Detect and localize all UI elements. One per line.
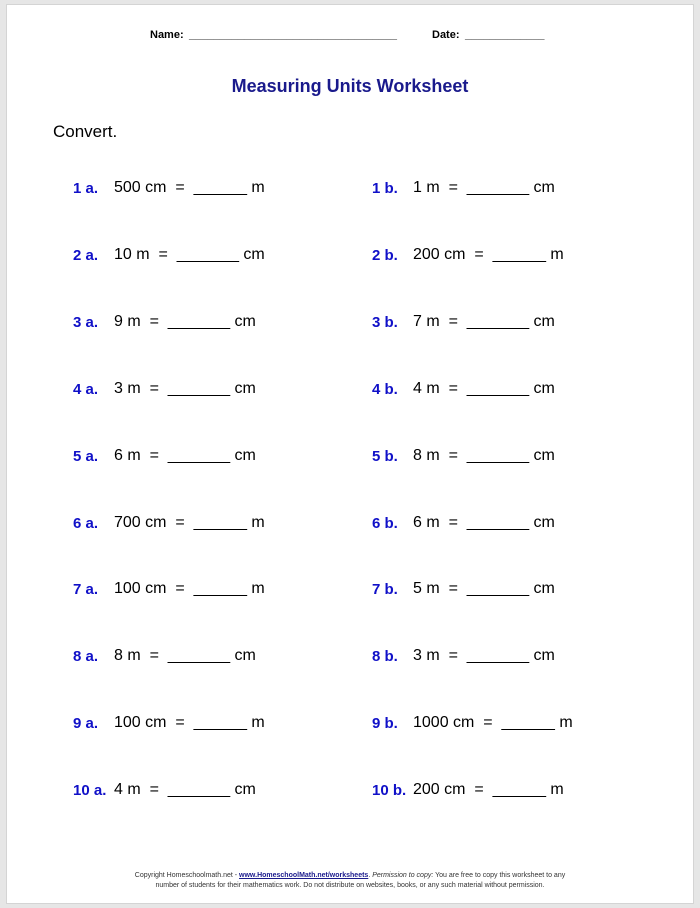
problem-question: 100 cm = ______ m bbox=[114, 714, 265, 731]
problem-number: 8 b. bbox=[372, 648, 398, 665]
footer-permission-text: You are free to copy this worksheet to any bbox=[433, 872, 566, 879]
footer bbox=[0, 871, 700, 891]
footer-link[interactable]: www.HomeschoolMath.net/worksheets bbox=[239, 872, 369, 879]
problem-question: 500 cm = ______ m bbox=[114, 179, 265, 196]
problem-number: 3 b. bbox=[372, 314, 398, 331]
problem-number: 5 b. bbox=[372, 448, 398, 465]
problem-question: 6 m = _______ cm bbox=[114, 447, 256, 464]
name-label: Name: bbox=[150, 29, 184, 41]
problem-question: 3 m = _______ cm bbox=[114, 380, 256, 397]
problem-number: 2 b. bbox=[372, 247, 398, 264]
problem-question: 700 cm = ______ m bbox=[114, 514, 265, 531]
worksheet-title: Measuring Units Worksheet bbox=[231, 76, 469, 96]
problem-question: 6 m = _______ cm bbox=[413, 514, 555, 531]
footer-permission-label: Permission to copy: bbox=[372, 872, 434, 879]
footer-line-2: number of students for their mathematics work. Do not distribute on websites, books, or any such material without permission. bbox=[155, 882, 545, 889]
problem-number: 7 a. bbox=[73, 581, 99, 598]
instruction: Convert. bbox=[53, 122, 118, 141]
problem-question: 7 m = _______ cm bbox=[413, 313, 555, 330]
problem-number: 4 b. bbox=[372, 381, 398, 398]
problem-question: 9 m = _______ cm bbox=[114, 313, 256, 330]
problem-question: 100 cm = ______ m bbox=[114, 580, 265, 597]
problem-question: 3 m = _______ cm bbox=[413, 647, 555, 664]
problem-number: 9 a. bbox=[73, 715, 99, 732]
problem-number: 3 a. bbox=[73, 314, 99, 331]
date-blank: _____________ bbox=[465, 29, 545, 41]
problem-number: 6 b. bbox=[372, 515, 398, 532]
problem-question: 10 m = _______ cm bbox=[114, 246, 265, 263]
footer-line-1: Copyright Homeschoolmath.net - www.HomeschoolMath.net/worksheets. Permission to copy: You are free to copy this worksheet to any bbox=[134, 872, 566, 879]
name-blank: __________________________________ bbox=[189, 29, 398, 41]
problem-question: 4 m = _______ cm bbox=[413, 380, 555, 397]
problem-question: 8 m = _______ cm bbox=[413, 447, 555, 464]
problem-number: 7 b. bbox=[372, 581, 398, 598]
date-label: Date: bbox=[432, 29, 460, 41]
problem-number: 1 a. bbox=[73, 180, 99, 197]
problem-number: 1 b. bbox=[372, 180, 398, 197]
problem-number: 4 a. bbox=[73, 381, 99, 398]
problem-question: 1 m = _______ cm bbox=[413, 179, 555, 196]
problem-number: 8 a. bbox=[73, 648, 99, 665]
problem-question: 1000 cm = ______ m bbox=[413, 714, 573, 731]
problem-number: 9 b. bbox=[372, 715, 398, 732]
problem-question: 4 m = _______ cm bbox=[114, 781, 256, 798]
footer-copyright: Copyright Homeschoolmath.net - bbox=[134, 872, 240, 879]
problem-number: 6 a. bbox=[73, 515, 99, 532]
problem-number: 5 a. bbox=[73, 448, 99, 465]
problem-question: 5 m = _______ cm bbox=[413, 580, 555, 597]
problem-number: 2 a. bbox=[73, 247, 99, 264]
problem-number: 10 a. bbox=[73, 782, 107, 799]
problem-number: 10 b. bbox=[372, 782, 407, 799]
problem-question: 200 cm = ______ m bbox=[413, 781, 564, 798]
problem-question: 8 m = _______ cm bbox=[114, 647, 256, 664]
problem-question: 200 cm = ______ m bbox=[413, 246, 564, 263]
